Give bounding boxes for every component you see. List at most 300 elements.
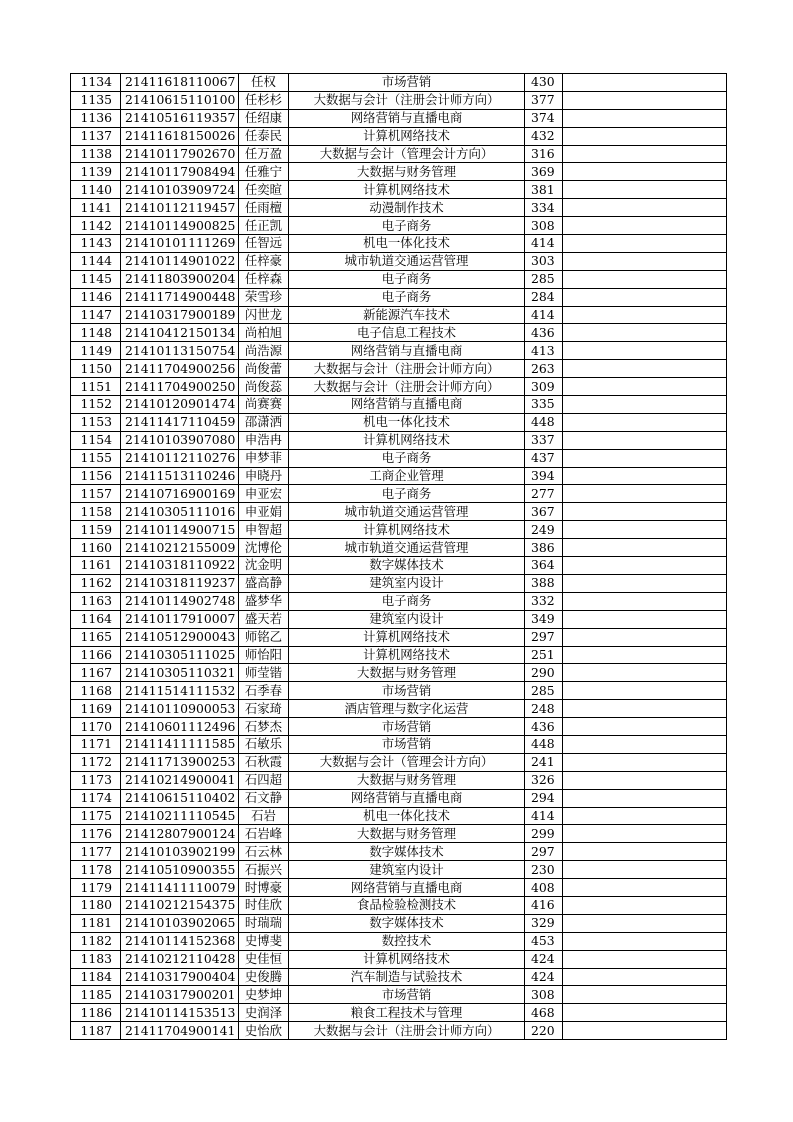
- candidate-id-cell: 21410117908494: [121, 163, 239, 181]
- remarks-cell: [563, 431, 727, 449]
- admission-table: [70, 73, 727, 1040]
- score-cell: 367: [525, 503, 563, 521]
- score-cell: 374: [525, 109, 563, 127]
- row-number-cell: 1186: [71, 1004, 121, 1022]
- remarks-cell: [563, 396, 727, 414]
- table-row: [71, 825, 727, 843]
- candidate-id-cell: 21410305110321: [121, 664, 239, 682]
- row-number-cell: 1149: [71, 342, 121, 360]
- major-cell: 城市轨道交通运营管理: [289, 539, 525, 557]
- remarks-cell: [563, 306, 727, 324]
- remarks-cell: [563, 950, 727, 968]
- table-row: [71, 324, 727, 342]
- major-cell: 市场营销: [289, 986, 525, 1004]
- major-cell: 电子信息工程技术: [289, 324, 525, 342]
- score-cell: 424: [525, 950, 563, 968]
- remarks-cell: [563, 896, 727, 914]
- table-row: [71, 252, 727, 270]
- remarks-cell: [563, 914, 727, 932]
- candidate-id-cell: 21410114153513: [121, 1004, 239, 1022]
- candidate-id-cell: 21410212155009: [121, 539, 239, 557]
- row-number-cell: 1141: [71, 199, 121, 217]
- table-row: [71, 861, 727, 879]
- student-name-cell: 石敏乐: [239, 735, 289, 753]
- score-cell: 316: [525, 145, 563, 163]
- major-cell: 大数据与财务管理: [289, 825, 525, 843]
- student-name-cell: 石季春: [239, 682, 289, 700]
- row-number-cell: 1168: [71, 682, 121, 700]
- candidate-id-cell: 21410615110100: [121, 91, 239, 109]
- candidate-id-cell: 21410114152368: [121, 932, 239, 950]
- row-number-cell: 1139: [71, 163, 121, 181]
- remarks-cell: [563, 861, 727, 879]
- table-row: [71, 753, 727, 771]
- row-number-cell: 1182: [71, 932, 121, 950]
- major-cell: 城市轨道交通运营管理: [289, 252, 525, 270]
- student-name-cell: 时瑞瑞: [239, 914, 289, 932]
- row-number-cell: 1146: [71, 288, 121, 306]
- score-cell: 377: [525, 91, 563, 109]
- major-cell: 市场营销: [289, 718, 525, 736]
- candidate-id-cell: 21410214900041: [121, 771, 239, 789]
- row-number-cell: 1155: [71, 449, 121, 467]
- student-name-cell: 尚浩源: [239, 342, 289, 360]
- candidate-id-cell: 21410212154375: [121, 896, 239, 914]
- student-name-cell: 石岩峰: [239, 825, 289, 843]
- student-name-cell: 石四超: [239, 771, 289, 789]
- table-row: [71, 592, 727, 610]
- remarks-cell: [563, 235, 727, 253]
- row-number-cell: 1187: [71, 1022, 121, 1040]
- student-name-cell: 师铭乙: [239, 628, 289, 646]
- student-name-cell: 尚赛赛: [239, 396, 289, 414]
- score-cell: 430: [525, 74, 563, 92]
- table-row: [71, 485, 727, 503]
- candidate-id-cell: 21410317900404: [121, 968, 239, 986]
- table-row: [71, 163, 727, 181]
- remarks-cell: [563, 753, 727, 771]
- table-row: [71, 1022, 727, 1040]
- remarks-cell: [563, 145, 727, 163]
- score-cell: 334: [525, 199, 563, 217]
- score-cell: 369: [525, 163, 563, 181]
- row-number-cell: 1145: [71, 270, 121, 288]
- table-row: [71, 396, 727, 414]
- table-row: [71, 557, 727, 575]
- score-cell: 413: [525, 342, 563, 360]
- major-cell: 计算机网络技术: [289, 950, 525, 968]
- major-cell: 大数据与会计（注册会计师方向）: [289, 1022, 525, 1040]
- score-cell: 414: [525, 807, 563, 825]
- candidate-id-cell: 21411714900448: [121, 288, 239, 306]
- student-name-cell: 石梦杰: [239, 718, 289, 736]
- major-cell: 数字媒体技术: [289, 914, 525, 932]
- student-name-cell: 任正凯: [239, 217, 289, 235]
- candidate-id-cell: 21410103909724: [121, 181, 239, 199]
- student-name-cell: 史梦坤: [239, 986, 289, 1004]
- score-cell: 285: [525, 270, 563, 288]
- row-number-cell: 1153: [71, 413, 121, 431]
- table-row: [71, 306, 727, 324]
- row-number-cell: 1177: [71, 843, 121, 861]
- student-name-cell: 沈金明: [239, 557, 289, 575]
- remarks-cell: [563, 646, 727, 664]
- major-cell: 网络营销与直播电商: [289, 879, 525, 897]
- remarks-cell: [563, 843, 727, 861]
- candidate-id-cell: 21410112119457: [121, 199, 239, 217]
- row-number-cell: 1143: [71, 235, 121, 253]
- row-number-cell: 1151: [71, 378, 121, 396]
- candidate-id-cell: 21410516119357: [121, 109, 239, 127]
- candidate-id-cell: 21411411111585: [121, 735, 239, 753]
- row-number-cell: 1180: [71, 896, 121, 914]
- table-row: [71, 181, 727, 199]
- row-number-cell: 1134: [71, 74, 121, 92]
- row-number-cell: 1138: [71, 145, 121, 163]
- table-row: [71, 1004, 727, 1022]
- score-cell: 394: [525, 467, 563, 485]
- remarks-cell: [563, 664, 727, 682]
- major-cell: 动漫制作技术: [289, 199, 525, 217]
- row-number-cell: 1156: [71, 467, 121, 485]
- score-cell: 230: [525, 861, 563, 879]
- table-row: [71, 610, 727, 628]
- remarks-cell: [563, 485, 727, 503]
- score-cell: 220: [525, 1022, 563, 1040]
- major-cell: 建筑室内设计: [289, 861, 525, 879]
- remarks-cell: [563, 521, 727, 539]
- row-number-cell: 1167: [71, 664, 121, 682]
- score-cell: 332: [525, 592, 563, 610]
- remarks-cell: [563, 682, 727, 700]
- table-row: [71, 127, 727, 145]
- score-cell: 436: [525, 718, 563, 736]
- score-cell: 241: [525, 753, 563, 771]
- candidate-id-cell: 21411803900204: [121, 270, 239, 288]
- row-number-cell: 1170: [71, 718, 121, 736]
- table-row: [71, 718, 727, 736]
- table-row: [71, 735, 727, 753]
- candidate-id-cell: 21410318119237: [121, 574, 239, 592]
- score-cell: 408: [525, 879, 563, 897]
- table-row: [71, 914, 727, 932]
- candidate-id-cell: 21410117910007: [121, 610, 239, 628]
- score-cell: 308: [525, 986, 563, 1004]
- table-row: [71, 628, 727, 646]
- major-cell: 电子商务: [289, 270, 525, 288]
- row-number-cell: 1172: [71, 753, 121, 771]
- row-number-cell: 1179: [71, 879, 121, 897]
- major-cell: 大数据与会计（注册会计师方向）: [289, 360, 525, 378]
- student-name-cell: 石秋霞: [239, 753, 289, 771]
- candidate-id-cell: 21410103902065: [121, 914, 239, 932]
- score-cell: 294: [525, 789, 563, 807]
- major-cell: 计算机网络技术: [289, 646, 525, 664]
- score-cell: 437: [525, 449, 563, 467]
- remarks-cell: [563, 771, 727, 789]
- score-cell: 386: [525, 539, 563, 557]
- remarks-cell: [563, 324, 727, 342]
- score-cell: 381: [525, 181, 563, 199]
- candidate-id-cell: 21410601112496: [121, 718, 239, 736]
- student-name-cell: 石云林: [239, 843, 289, 861]
- score-cell: 251: [525, 646, 563, 664]
- row-number-cell: 1185: [71, 986, 121, 1004]
- row-number-cell: 1175: [71, 807, 121, 825]
- major-cell: 网络营销与直播电商: [289, 109, 525, 127]
- candidate-id-cell: 21410716900169: [121, 485, 239, 503]
- student-name-cell: 盛高静: [239, 574, 289, 592]
- score-cell: 326: [525, 771, 563, 789]
- major-cell: 机电一体化技术: [289, 413, 525, 431]
- row-number-cell: 1161: [71, 557, 121, 575]
- major-cell: 计算机网络技术: [289, 521, 525, 539]
- row-number-cell: 1183: [71, 950, 121, 968]
- table-row: [71, 968, 727, 986]
- table-row: [71, 91, 727, 109]
- score-cell: 468: [525, 1004, 563, 1022]
- major-cell: 计算机网络技术: [289, 628, 525, 646]
- student-name-cell: 任权: [239, 74, 289, 92]
- score-cell: 284: [525, 288, 563, 306]
- major-cell: 城市轨道交通运营管理: [289, 503, 525, 521]
- row-number-cell: 1173: [71, 771, 121, 789]
- score-cell: 414: [525, 306, 563, 324]
- student-name-cell: 任绍康: [239, 109, 289, 127]
- score-cell: 299: [525, 825, 563, 843]
- candidate-id-cell: 21410101111269: [121, 235, 239, 253]
- remarks-cell: [563, 217, 727, 235]
- table-row: [71, 771, 727, 789]
- remarks-cell: [563, 592, 727, 610]
- remarks-cell: [563, 342, 727, 360]
- score-cell: 309: [525, 378, 563, 396]
- remarks-cell: [563, 252, 727, 270]
- table-row: [71, 217, 727, 235]
- score-cell: 297: [525, 843, 563, 861]
- student-name-cell: 申浩冉: [239, 431, 289, 449]
- candidate-id-cell: 21410114901022: [121, 252, 239, 270]
- score-cell: 248: [525, 700, 563, 718]
- remarks-cell: [563, 270, 727, 288]
- major-cell: 电子商务: [289, 592, 525, 610]
- student-name-cell: 申亚娟: [239, 503, 289, 521]
- table-row: [71, 789, 727, 807]
- candidate-id-cell: 21410318110922: [121, 557, 239, 575]
- remarks-cell: [563, 503, 727, 521]
- table-row: [71, 807, 727, 825]
- major-cell: 大数据与财务管理: [289, 771, 525, 789]
- row-number-cell: 1169: [71, 700, 121, 718]
- candidate-id-cell: 21410103902199: [121, 843, 239, 861]
- remarks-cell: [563, 413, 727, 431]
- row-number-cell: 1137: [71, 127, 121, 145]
- row-number-cell: 1144: [71, 252, 121, 270]
- remarks-cell: [563, 557, 727, 575]
- student-name-cell: 尚俊蕾: [239, 360, 289, 378]
- row-number-cell: 1165: [71, 628, 121, 646]
- remarks-cell: [563, 163, 727, 181]
- remarks-cell: [563, 700, 727, 718]
- row-number-cell: 1150: [71, 360, 121, 378]
- score-cell: 263: [525, 360, 563, 378]
- candidate-id-cell: 21411411110079: [121, 879, 239, 897]
- remarks-cell: [563, 789, 727, 807]
- remarks-cell: [563, 807, 727, 825]
- remarks-cell: [563, 932, 727, 950]
- candidate-id-cell: 21411713900253: [121, 753, 239, 771]
- major-cell: 市场营销: [289, 735, 525, 753]
- student-name-cell: 荣雪珍: [239, 288, 289, 306]
- remarks-cell: [563, 199, 727, 217]
- candidate-id-cell: 21410114900715: [121, 521, 239, 539]
- table-row: [71, 539, 727, 557]
- candidate-id-cell: 21410120901474: [121, 396, 239, 414]
- candidate-id-cell: 21411514111532: [121, 682, 239, 700]
- major-cell: 计算机网络技术: [289, 431, 525, 449]
- row-number-cell: 1136: [71, 109, 121, 127]
- major-cell: 电子商务: [289, 485, 525, 503]
- row-number-cell: 1154: [71, 431, 121, 449]
- score-cell: 337: [525, 431, 563, 449]
- row-number-cell: 1181: [71, 914, 121, 932]
- major-cell: 大数据与会计（注册会计师方向）: [289, 378, 525, 396]
- student-name-cell: 任智远: [239, 235, 289, 253]
- candidate-id-cell: 21410212110428: [121, 950, 239, 968]
- student-name-cell: 任奕暄: [239, 181, 289, 199]
- table-row: [71, 682, 727, 700]
- row-number-cell: 1158: [71, 503, 121, 521]
- major-cell: 食品检验检测技术: [289, 896, 525, 914]
- major-cell: 市场营销: [289, 682, 525, 700]
- student-name-cell: 尚俊蕊: [239, 378, 289, 396]
- row-number-cell: 1164: [71, 610, 121, 628]
- student-name-cell: 邵潇洒: [239, 413, 289, 431]
- student-name-cell: 师怡阳: [239, 646, 289, 664]
- major-cell: 网络营销与直播电商: [289, 342, 525, 360]
- major-cell: 数字媒体技术: [289, 843, 525, 861]
- student-name-cell: 尚柏旭: [239, 324, 289, 342]
- candidate-id-cell: 21410211110545: [121, 807, 239, 825]
- row-number-cell: 1171: [71, 735, 121, 753]
- student-name-cell: 申亚宏: [239, 485, 289, 503]
- major-cell: 大数据与财务管理: [289, 664, 525, 682]
- score-cell: 424: [525, 968, 563, 986]
- remarks-cell: [563, 378, 727, 396]
- table-row: [71, 288, 727, 306]
- remarks-cell: [563, 127, 727, 145]
- candidate-id-cell: 21411417110459: [121, 413, 239, 431]
- score-cell: 285: [525, 682, 563, 700]
- student-name-cell: 史博斐: [239, 932, 289, 950]
- score-cell: 416: [525, 896, 563, 914]
- score-cell: 308: [525, 217, 563, 235]
- student-name-cell: 师莹锴: [239, 664, 289, 682]
- student-name-cell: 任梓豪: [239, 252, 289, 270]
- major-cell: 工商企业管理: [289, 467, 525, 485]
- remarks-cell: [563, 288, 727, 306]
- candidate-id-cell: 21410510900355: [121, 861, 239, 879]
- table-row: [71, 378, 727, 396]
- table-row: [71, 199, 727, 217]
- remarks-cell: [563, 109, 727, 127]
- table-row: [71, 986, 727, 1004]
- table-row: [71, 467, 727, 485]
- candidate-id-cell: 21411618150026: [121, 127, 239, 145]
- candidate-id-cell: 21411704900256: [121, 360, 239, 378]
- candidate-id-cell: 21410512900043: [121, 628, 239, 646]
- score-cell: 249: [525, 521, 563, 539]
- major-cell: 大数据与财务管理: [289, 163, 525, 181]
- score-cell: 448: [525, 735, 563, 753]
- score-cell: 290: [525, 664, 563, 682]
- table-row: [71, 109, 727, 127]
- table-row: [71, 879, 727, 897]
- candidate-id-cell: 21410112110276: [121, 449, 239, 467]
- table-row: [71, 145, 727, 163]
- major-cell: 机电一体化技术: [289, 807, 525, 825]
- score-cell: 329: [525, 914, 563, 932]
- remarks-cell: [563, 181, 727, 199]
- major-cell: 网络营销与直播电商: [289, 396, 525, 414]
- score-cell: 364: [525, 557, 563, 575]
- student-name-cell: 石家琦: [239, 700, 289, 718]
- major-cell: 数字媒体技术: [289, 557, 525, 575]
- remarks-cell: [563, 628, 727, 646]
- score-cell: 448: [525, 413, 563, 431]
- remarks-cell: [563, 825, 727, 843]
- row-number-cell: 1184: [71, 968, 121, 986]
- table-row: [71, 270, 727, 288]
- row-number-cell: 1157: [71, 485, 121, 503]
- major-cell: 电子商务: [289, 217, 525, 235]
- remarks-cell: [563, 539, 727, 557]
- student-name-cell: 任杉杉: [239, 91, 289, 109]
- student-name-cell: 盛天若: [239, 610, 289, 628]
- remarks-cell: [563, 360, 727, 378]
- row-number-cell: 1142: [71, 217, 121, 235]
- row-number-cell: 1166: [71, 646, 121, 664]
- row-number-cell: 1140: [71, 181, 121, 199]
- student-name-cell: 申晓丹: [239, 467, 289, 485]
- candidate-id-cell: 21411618110067: [121, 74, 239, 92]
- major-cell: 数控技术: [289, 932, 525, 950]
- row-number-cell: 1162: [71, 574, 121, 592]
- major-cell: 建筑室内设计: [289, 610, 525, 628]
- row-number-cell: 1160: [71, 539, 121, 557]
- table-row: [71, 74, 727, 92]
- major-cell: 汽车制造与试验技术: [289, 968, 525, 986]
- row-number-cell: 1159: [71, 521, 121, 539]
- candidate-id-cell: 21410103907080: [121, 431, 239, 449]
- student-name-cell: 石岩: [239, 807, 289, 825]
- major-cell: 建筑室内设计: [289, 574, 525, 592]
- candidate-id-cell: 21411704900250: [121, 378, 239, 396]
- table-row: [71, 431, 727, 449]
- student-name-cell: 闪世龙: [239, 306, 289, 324]
- major-cell: 大数据与会计（管理会计方向）: [289, 753, 525, 771]
- table-row: [71, 521, 727, 539]
- row-number-cell: 1135: [71, 91, 121, 109]
- student-name-cell: 盛梦华: [239, 592, 289, 610]
- score-cell: 414: [525, 235, 563, 253]
- table-row: [71, 574, 727, 592]
- candidate-id-cell: 21412807900124: [121, 825, 239, 843]
- table-row: [71, 413, 727, 431]
- candidate-id-cell: 21410114900825: [121, 217, 239, 235]
- major-cell: 机电一体化技术: [289, 235, 525, 253]
- table-row: [71, 932, 727, 950]
